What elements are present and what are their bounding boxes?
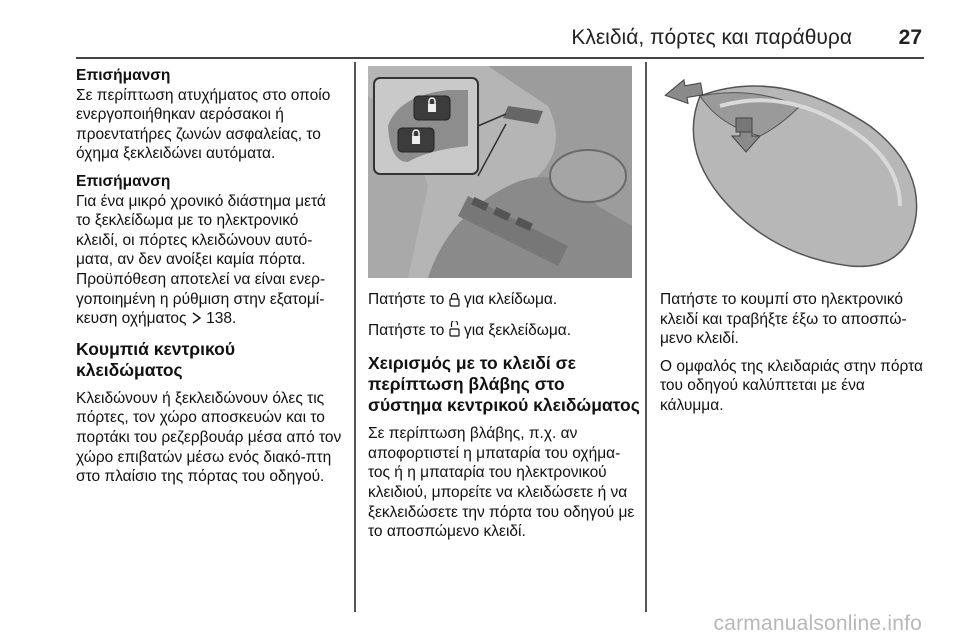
page-reference-icon [191,310,206,327]
key-release-text: Πατήστε το κουμπί στο ηλεκτρονικό κλειδί και τραβήξτε έξω το αποσπώ-μενο κλειδί. [660,291,907,348]
note-accident [76,66,344,164]
page-header-title: Κλειδιά, πόρτες και παράθυρα [571,26,852,49]
note-title: Επισήμανση [76,172,171,190]
header-rule [76,57,924,59]
instruction-text: Πατήστε το [368,321,445,339]
electronic-key-illustration [660,66,924,278]
instruction-text: για ξεκλείδωμα. [463,321,572,339]
column-3 [660,66,930,424]
section-heading: Κουμπιά κεντρικού κλειδώματος [76,338,236,380]
note-auto-relock [76,172,344,329]
instruction-text: για κλείδωμα. [463,291,558,308]
page-number: 27 [898,26,922,49]
column-divider-1 [354,62,356,612]
lock-instruction [368,290,640,313]
unlock-icon [449,321,460,344]
column-divider-2 [645,62,647,612]
column-2 [368,66,640,550]
watermark: carmanualsonline.info [713,612,922,635]
lock-cylinder-text: Ο ομφαλός της κλειδαριάς στην πόρτα του οδηγού καλύπτεται με ένα κάλυμμα. [660,357,923,414]
unlock-instruction [368,321,640,344]
note-text: Για ένα μικρό χρονικό διάστημα μετά το ξεκλείδωμα με το ηλεκτρονικό κλειδί, οι πόρτες κλειδώνουν αυτό-ματα, αν δεν ανοίξει καμία πόρτα. Προϋπόθεση αποτελεί να είναι ενερ-γοποιημένη η ρύθμιση στην εξατομί-κευση οχήματος [76,192,326,328]
body-text: Σε περίπτωση βλάβης, π.χ. αν αποφορτιστεί η μπαταρία του οχήμα-τος ή η μπαταρία του ηλεκτρονικού κλειδιού, μπορείτε να κλειδώσετε ή να ξεκλειδώσετε την πόρτα του οδηγού με το αποσπώμενο κλειδί. [368,425,635,541]
note-title: Επισήμανση [76,67,171,84]
column-1 [76,66,344,495]
lock-icon [449,292,460,313]
page-header [0,0,960,58]
section-heading: Χειρισμός με το κλειδί σε περίπτωση βλάβης στο σύστημα κεντρικού κλειδώματος [368,353,640,416]
page-reference[interactable]: 138. [206,310,237,328]
note-text: Σε περίπτωση ατυχήματος στο οποίο ενεργοποιήθηκαν αερόσακοι ή προεντατήρες ζωνών ασφαλείας, το όχημα ξεκλειδώνει αυτόματα. [76,86,331,163]
instruction-text: Πατήστε το [368,291,445,308]
door-lock-switch-illustration [368,66,632,278]
body-text: Κλειδώνουν ή ξεκλειδώνουν όλες τις πόρτες, τον χώρο αποσκευών και το πορτάκι του ρεζερβουάρ μέσα από τον χώρο επιβατών μέσω ενός διακό-πτη στο πλαίσιο της πόρτας του οδηγού. [76,389,342,486]
